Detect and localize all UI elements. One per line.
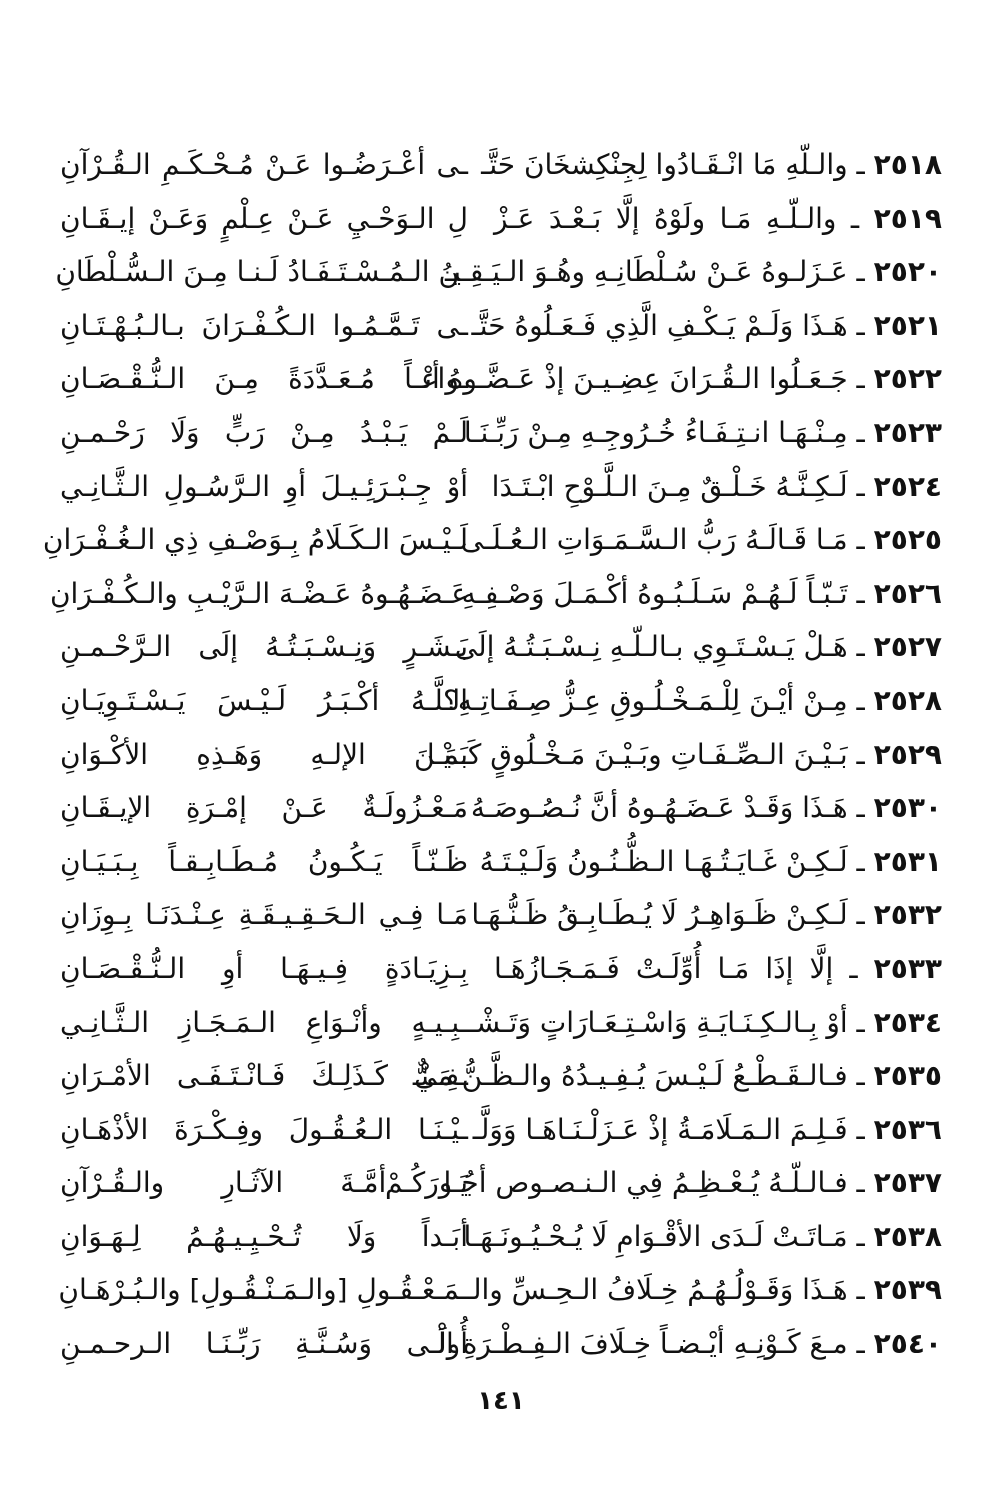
verse-line — [60, 460, 942, 514]
second-hemistich: لِ الـوَحْـيِ عَـنْ عِـلْمٍ وَعَـنْ إيـقَـانِ — [60, 201, 468, 235]
verse-line — [60, 1263, 942, 1317]
first-hemistich-text: لَـكِـنْ ظَـوَاهِـرُ لَا يُـطَـابِـقُ ظَـنُّـهَـا — [471, 898, 848, 932]
verse-line — [60, 138, 942, 192]
verse-number: ٢٥٣٩ — [873, 1273, 942, 1307]
first-hemistich: ٢٥٣٦ ـ فَـلِـمَ الـمَـلَامَـةُ إذْ عَـزَلْـنَـاهَـا وَوَلَّـ — [472, 1112, 942, 1146]
verse-line — [60, 1317, 942, 1371]
verse-number: ٢٥٢٤ — [873, 469, 942, 503]
first-hemistich: ٢٥١٩ ـ والـلّـهِ مَـا ولَوْهُ إلَّا بَـعْـدَ عَـزْ — [494, 201, 942, 235]
second-hemistich: ـواعـاً مُـعَـدَّدَةً مِـنَ الـنُّـقْـصَـانِ — [60, 362, 468, 396]
first-hemistich-text: أوْ بِـالـكِـنَـايَـةِ وَاسْـتِـعَـارَاتٍ وَتَـشْـ — [468, 1005, 848, 1039]
verse-number: ٢٥١٩ — [873, 201, 942, 235]
verse-number: ٢٥٣٢ — [873, 898, 942, 932]
verse-number: ٢٥٣٠ — [873, 791, 942, 825]
second-hemistich: ـمَـعْـقُـولِ [والـمَـنْـقُـولِ] والـبُـرْهَـانِ — [58, 1273, 468, 1307]
verse-number: ٢٥٤٠ — [873, 1327, 942, 1361]
first-hemistich: ٢٥٢٠ ـ عَـزَلـوهُ عَـنْ سُـلْطَانِـهِ وهُـوَ الـيَـقِـيـ — [444, 255, 942, 289]
verse-line — [60, 888, 942, 942]
verse-line — [60, 406, 942, 460]
poem-verses — [42, 138, 942, 1371]
verse-line — [42, 513, 942, 567]
first-hemistich: ٢٥٢٢ ـ جَـعَـلُوا الـقُـرَانَ عِضِـيـنَ إذْ عَـضَّـوهُ أنْـ — [416, 362, 942, 396]
verse-line — [60, 192, 942, 246]
verse-line — [60, 728, 942, 782]
second-hemistich: ظَـنّـاً يَـكُـونُ مُـطَـابِـقـاً بِـبَـيَـانِ — [60, 844, 468, 878]
first-hemistich-text: مَـاتَـتْ لَـدَى الأقْـوَامِ لَا يُـحْـيُـونَـهَـا — [463, 1219, 848, 1253]
second-hemistich: عَـضَـهُـوهُ عَـضْـهَ الـرَّيْـبِ والـكُـفْـرَانِ — [49, 576, 468, 610]
verse-number: ٢٥١٨ — [873, 148, 942, 181]
verse-line — [60, 1210, 942, 1264]
first-hemistich: ٢٥٣٩ ـ هَـذَا وَقَـوْلُـهُـمُ خِـلَافُ الـحِـسِّ والـ — [464, 1273, 942, 1307]
verse-number: ٢٥٢٦ — [873, 576, 942, 610]
verse-line — [49, 567, 942, 621]
verse-line — [60, 996, 942, 1050]
first-hemistich: ٢٥٢٣ ـ مِـنْـهَـا انـتِـفَـاءُ خُـرُوجِـهِ مِـنْ رَبِّـنَـا — [463, 415, 942, 449]
first-hemistich: ٢٥٢٤ ـ لَـكِـنَّـهُ خَـلْـقٌ مِـنَ الـلَّـوْحِ ابْـتَـدَا — [491, 469, 942, 503]
second-hemistich: أُولَـى وَسُـنَّـةِ رَبِّـنَـا الـرحـمـنِ — [60, 1327, 468, 1361]
verse-line — [60, 674, 942, 728]
first-hemistich-text: والـلّهِ مَا انْـقَـادُوا لِجِنْكِشخَانَ حَتَّـ — [481, 148, 848, 181]
verse-line — [60, 942, 942, 996]
first-hemistich-text: فَـلِـمَ الـمَـلَامَـةُ إذْ عَـزَلْـنَـاهَـا وَوَلَّـ — [472, 1112, 848, 1146]
verse-line — [60, 620, 942, 674]
verse-number: ٢٥٣١ — [873, 844, 942, 878]
first-hemistich-text: هَـلْ يَـسْـتَـوِي بـالـلّـهِ نِـسْـبَـتُـهُ إلَى — [454, 630, 848, 664]
first-hemistich-text: فـالـقَـطْـعُ لَـيْـسَ يُـفِـيـدُهُ والـظَّـنُّ مَـنْـ — [412, 1059, 848, 1093]
verse-number: ٢٥٣٧ — [873, 1166, 942, 1200]
second-hemistich: ـى أعْـرَضُـوا عَـنْ مُـحْـكَـمِ الـقُـرْآنِ — [60, 148, 468, 181]
verse-line — [60, 781, 942, 835]
verse-number: ٢٥٢١ — [873, 308, 942, 342]
verse-number: ٢٥٣٣ — [873, 951, 942, 985]
first-hemistich-text: لَـكِـنْ غَـايَـتُـهَـا الـظُّـنُـونُ وَلَـيْـتَـهُ — [479, 844, 848, 878]
verse-number: ٢٥٢٨ — [873, 683, 942, 717]
first-hemistich-text: مِـنْ أيْـنَ لِلْـمَـخْـلُـوقِ عِـزُّ صِـفَـاتِـهِ؟ — [442, 683, 848, 717]
first-hemistich: ٢٥٣١ ـ لَـكِـنْ غَـايَـتُـهَـا الـظُّـنُـونُ وَلَـيْـتَـهُ — [479, 844, 942, 878]
first-hemistich-text: فـالـلّـهُ يُـعْـظِـمُ فِي الـنـصـوص أجُـورَكُـمْ — [385, 1166, 848, 1200]
first-hemistich-text: بَـيْـنَ الـصِّـفَـاتِ وبَـيْـنَ مَـخْـلُوقٍ كَـمَـا — [426, 737, 848, 771]
second-hemistich: ـنُ الـمُـسْـتَـفَـادُ لَـنـا مِـنَ الـسُّـلْطَانِ — [55, 255, 468, 289]
first-hemistich-text: تَـبّـاً لَـهُـمْ سَـلَـبُـوهُ أكْـمَـلَ وَصْـفِـهِ — [461, 576, 848, 610]
first-hemistich-text: مَـا قَـالَـهُ رَبُّ الـسَّـمَـوَاتِ الـعُـلَـى — [460, 523, 848, 557]
verse-line — [60, 1103, 942, 1157]
second-hemistich: بَـيْـنَ الإلـهِ وَهَـذِهِ الأكْـوَانِ — [60, 737, 468, 771]
second-hemistich: الـلَّـهُ أكْـبَـرُ لَـيْـسَ يَـسْـتَـوِيَـانِ — [60, 683, 468, 717]
verse-number: ٢٥٣٦ — [873, 1112, 942, 1146]
first-hemistich: ٢٥٢٦ ـ تَـبّـاً لَـهُـمْ سَـلَـبُـوهُ أكْـمَـلَ وَصْـفِـهِ — [461, 576, 942, 610]
second-hemistich: ـبِـيـهٍ وأنْـوَاعِ الـمَـجَـازِ الـثَّـانِـي — [60, 1005, 468, 1039]
second-hemistich: ـى تَـمَّـمُـوا الـكُـفْـرَانَ بـالـبُـهْـتَـانِ — [60, 308, 468, 342]
first-hemistich: ٢٥٣٣ ـ إلَّا إذَا مَـا أُوِّلَـتْ فَـمَـجَـازُهَـا — [494, 951, 942, 985]
first-hemistich: ٢٥٤٠ ـ مـعَ كَـوْنِـهِ أيْـضـاً خِـلَافَ الـفِـطْـرَةِ الْـ — [429, 1327, 942, 1361]
verse-number: ٢٥٢٥ — [873, 523, 942, 557]
verse-line — [60, 1049, 942, 1103]
second-hemistich: يَـا أمَّـةَ الآثَـارِ والـقُـرْآنِ — [60, 1166, 468, 1200]
verse-number: ٢٥٢٠ — [873, 255, 942, 289]
verse-number: ٢٥٢٩ — [873, 737, 942, 771]
first-hemistich: ٢٥٣٥ ـ فـالـقَـطْـعُ لَـيْـسَ يُـفِـيـدُهُ والـظَّـنُّ مَـنْـ — [412, 1059, 942, 1093]
first-hemistich-text: مـعَ كَـوْنِـهِ أيْـضـاً خِـلَافَ الـفِـطْـرَةِ الْـ — [429, 1327, 848, 1361]
verse-line — [60, 835, 942, 889]
verse-line — [60, 1156, 942, 1210]
second-hemistich: لَـمْ يَـبْـدُ مِـنْ رَبٍّ وَلَا رَحْـمـنِ — [60, 415, 468, 449]
verse-line — [60, 352, 942, 406]
second-hemistich: بِـزِيَـادَةٍ فِـيـهَـا أوِ الـنُّـقْـصَـانِ — [60, 951, 468, 985]
first-hemistich-text: هَـذَا وَلَـمْ يَـكْـفِ الَّذِي فَـعَـلُوهُ حَتَّـ — [471, 308, 848, 342]
first-hemistich: ٢٥١٨ ـ والـلّهِ مَا انْـقَـادُوا لِجِنْكِشخَانَ حَتَّـ — [481, 148, 942, 181]
verse-line — [55, 245, 942, 299]
first-hemistich-text: مِـنْـهَـا انـتِـفَـاءُ خُـرُوجِـهِ مِـنْ رَبِّـنَـا — [463, 415, 848, 449]
second-hemistich: ـفِـيٌّ كَـذَلِـكَ فَـانْـتَـفَـى الأمْـرَانِ — [60, 1059, 468, 1093]
first-hemistich-text: جَـعَـلُوا الـقُـرَانَ عِضِـيـنَ إذْ عَـضَّـوهُ أنْـ — [416, 362, 848, 396]
verse-line — [60, 299, 942, 353]
first-hemistich-text: والـلّـهِ مَـا ولَوْهُ إلَّا بَـعْـدَ عَـزْ — [494, 201, 837, 235]
verse-number: ٢٥٢٧ — [873, 630, 942, 664]
verse-number: ٢٥٢٣ — [873, 415, 942, 449]
second-hemistich: ـيْـنَـا الـعُـقُـولَ وفِـكْـرَةَ الأذْهَـانِ — [60, 1112, 468, 1146]
second-hemistich: أبَـداً وَلَا تُـحْـيِـيـهُـمُ لِـهَـوَانِ — [60, 1219, 468, 1253]
second-hemistich: مَـعْـزُولَـةٌ عَـنْ إمْـرَةِ الإيـقَـانِ — [60, 791, 468, 825]
first-hemistich-text: هَـذَا وَقَـوْلُـهُـمُ خِـلَافُ الـحِـسِّ والـ — [464, 1273, 848, 1307]
first-hemistich: ٢٥٣٠ ـ هَـذَا وَقَـدْ عَـضَـهُـوهُ أنَّ نُـصُـوصَـهُ — [470, 791, 942, 825]
page-number: ١٤١ — [477, 1386, 525, 1416]
verse-number: ٢٥٣٨ — [873, 1219, 942, 1253]
verse-number: ٢٥٢٢ — [873, 362, 942, 396]
first-hemistich: ٢٥٢٨ ـ مِـنْ أيْـنَ لِلْـمَـخْـلُـوقِ عِـزُّ صِـفَـاتِـهِ؟ — [442, 683, 942, 717]
first-hemistich-text: عَـزَلـوهُ عَـنْ سُـلْطَانِـهِ وهُـوَ الـيَـقِـيـ — [444, 255, 848, 289]
verse-number: ٢٥٣٥ — [873, 1059, 942, 1093]
first-hemistich: ٢٥٣٤ ـ أوْ بِـالـكِـنَـايَـةِ وَاسْـتِـعَـارَاتٍ وَتَـشْـ — [468, 1005, 942, 1039]
verse-number: ٢٥٣٤ — [873, 1005, 942, 1039]
second-hemistich: مَـا فِـي الـحَـقِـيـقَـةِ عِـنْـدَنَـا بِـوِزَانِ — [60, 898, 468, 932]
first-hemistich-text: هَـذَا وَقَـدْ عَـضَـهُـوهُ أنَّ نُـصُـوصَـهُ — [470, 791, 848, 825]
first-hemistich: ٢٥٣٧ ـ فـالـلّـهُ يُـعْـظِـمُ فِي الـنـصـوص أجُـورَكُـمْ — [385, 1166, 942, 1200]
first-hemistich: ٢٥٢١ ـ هَـذَا وَلَـمْ يَـكْـفِ الَّذِي فَـعَـلُوهُ حَتَّـ — [471, 308, 942, 342]
first-hemistich-text: لَـكِـنَّـهُ خَـلْـقٌ مِـنَ الـلَّـوْحِ ابْـتَـدَا — [491, 469, 848, 503]
first-hemistich: ٢٥٢٧ ـ هَـلْ يَـسْـتَـوِي بـالـلّـهِ نِـسْـبَـتُـهُ إلَى — [454, 630, 942, 664]
second-hemistich: لَـيْـسَ الـكَـلَامُ بِـوَصْـفِ ذِي الـغُـفْـرَانِ — [42, 523, 468, 557]
first-hemistich-text: إلَّا إذَا مَـا أُوِّلَـتْ فَـمَـجَـازُهَـا — [494, 951, 834, 985]
first-hemistich: ٢٥٣٢ ـ لَـكِـنْ ظَـوَاهِـرُ لَا يُـطَـابِـقُ ظَـنُّـهَـا — [471, 898, 942, 932]
first-hemistich: ٢٥٣٨ ـ مَـاتَـتْ لَـدَى الأقْـوَامِ لَا يُـحْـيُـونَـهَـا — [463, 1219, 942, 1253]
second-hemistich: بَـشَـرٍ وَنِـسْـبَـتُـهُ إلَى الـرَّحْـمـنِ — [60, 630, 468, 664]
second-hemistich: أوْ جِـبْـرَئِـيـلَ أوِ الـرَّسُـولِ الـثَّـانِـي — [60, 469, 468, 503]
first-hemistich: ٢٥٢٩ ـ بَـيْـنَ الـصِّـفَـاتِ وبَـيْـنَ مَـخْـلُوقٍ كَـمَـا — [426, 737, 942, 771]
first-hemistich: ٢٥٢٥ ـ مَـا قَـالَـهُ رَبُّ الـسَّـمَـوَاتِ الـعُـلَـى — [460, 523, 942, 557]
